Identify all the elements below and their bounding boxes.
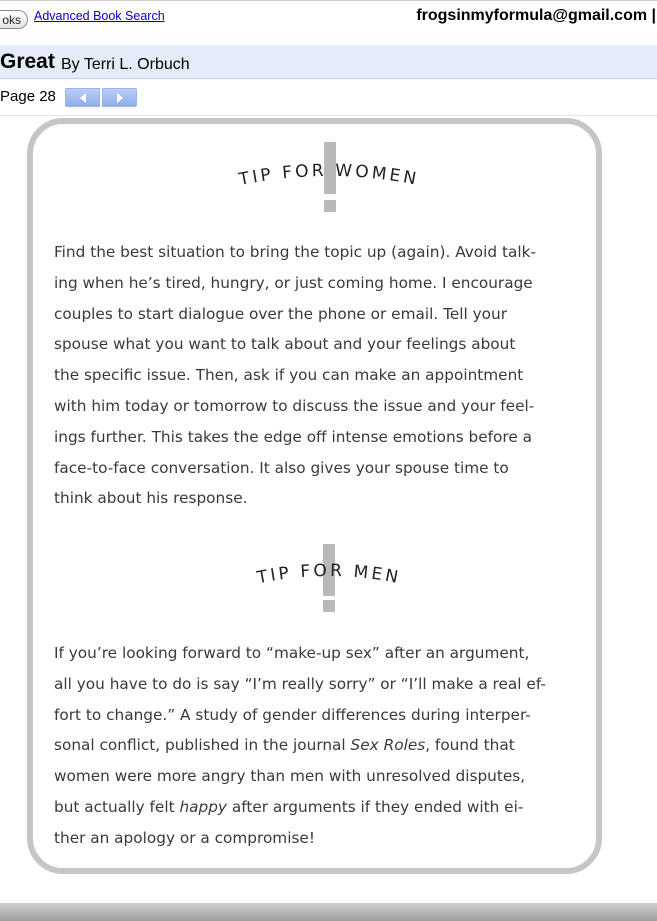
text-segment: sonal conflict, published in the journal: [54, 736, 351, 755]
text-segment: , found that: [425, 736, 515, 755]
text-line: ing when he’s tired, hungry, or just coming home. I encourage: [54, 273, 533, 292]
text-line: [54, 730, 576, 761]
tip-for-men-heading: [0, 540, 657, 620]
text-line: couples to start dialogue over the phone or email. Tell your: [54, 304, 508, 323]
tip-for-women-heading: [0, 138, 657, 218]
text-line: with him today or tomorrow to discuss the issue and your feel-: [54, 396, 535, 415]
book-author: By Terri L. Orbuch: [61, 56, 190, 73]
text-line: ther an apology or a compromise!: [54, 828, 315, 847]
top-bar: [0, 0, 657, 46]
text-segment: but actually felt: [54, 797, 180, 816]
text-line: women were more angry than men with unresolved disputes,: [54, 767, 526, 786]
advanced-book-search-link[interactable]: Advanced Book Search: [34, 9, 165, 23]
page-navigation: [0, 79, 657, 116]
text-line: face-to-face conversation. It also gives your spouse time to: [54, 458, 509, 477]
exclamation-icon: [199, 540, 459, 620]
text-segment: after arguments if they ended with ei-: [226, 797, 524, 816]
tip-for-women-body: [54, 237, 576, 514]
text-line: Find the best situation to bring the topic up (again). Avoid talk-: [54, 243, 536, 261]
right-arrow-icon: [116, 93, 124, 103]
text-line: think about his response.: [54, 489, 248, 508]
tip-for-men-body: [54, 638, 576, 854]
user-email[interactable]: frogsinmyformula@gmail.com |: [416, 7, 656, 24]
left-arrow-icon: [79, 93, 87, 103]
page-number: Page 28: [0, 88, 56, 105]
book-title-bar: [0, 45, 657, 79]
tip-for-women-text: TIP FOR WOMEN: [236, 160, 421, 190]
tip-for-men-text: TIP FOR MEN: [254, 560, 403, 589]
text-line: fort to change.” A study of gender differences during interper-: [54, 705, 531, 724]
bottom-status-bar: [0, 903, 657, 921]
text-line: the specific issue. Then, ask if you can make an appointment: [54, 366, 524, 385]
text-line: If you’re looking forward to “make-up sex” after an argument,: [54, 644, 530, 662]
book-title: Great: [0, 50, 55, 73]
books-button[interactable]: oks: [0, 10, 28, 29]
next-page-button[interactable]: [102, 88, 137, 107]
text-line: [54, 792, 576, 823]
text-line: all you have to do is say “I’m really sorry” or “I’ll make a real ef-: [54, 674, 546, 693]
text-line: spouse what you want to talk about and your feelings about: [54, 335, 516, 354]
exclamation-icon: [199, 138, 459, 218]
previous-page-button[interactable]: [65, 88, 100, 107]
journal-title: Sex Roles: [350, 736, 426, 755]
emphasis-word: happy: [179, 797, 227, 816]
text-line: ings further. This takes the edge off intense emotions before a: [54, 427, 533, 446]
